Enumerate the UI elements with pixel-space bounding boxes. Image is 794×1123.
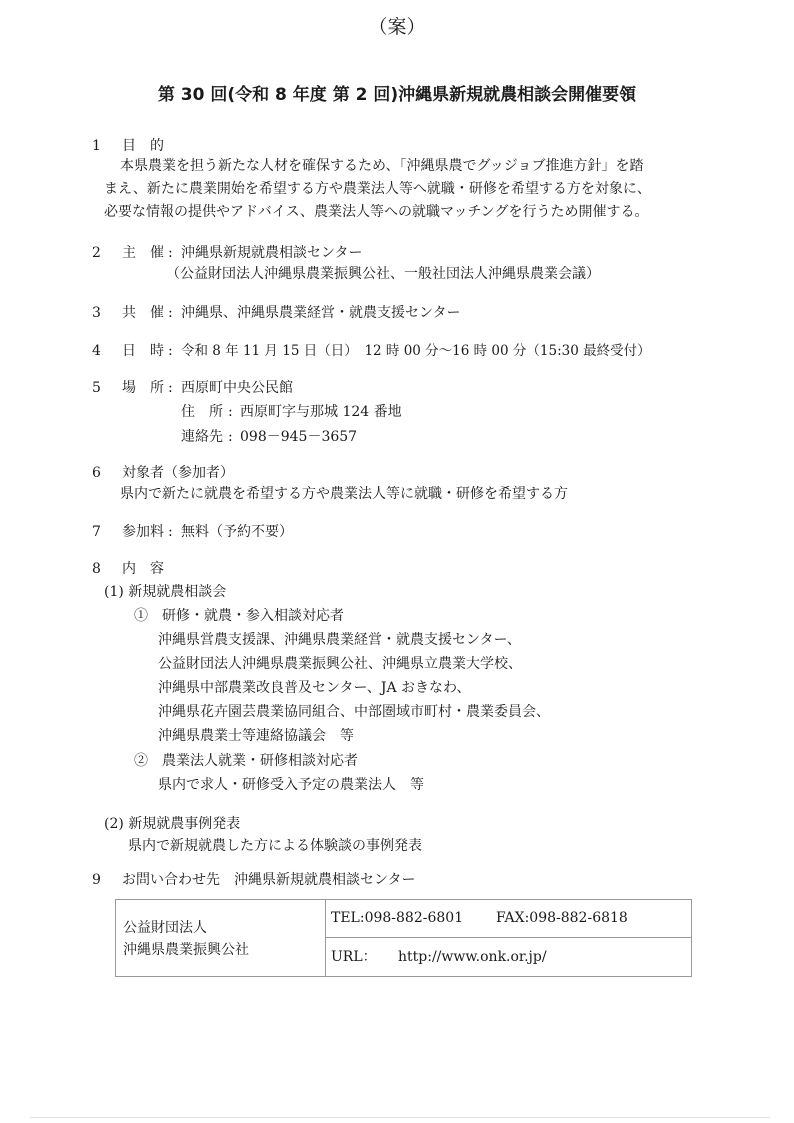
contact-org-line-2: 沖縄県農業振興公社: [123, 942, 249, 958]
venue-address-label: 住 所: [181, 404, 223, 420]
venue-phone: 098－945－3657: [240, 429, 358, 445]
target-value: 県内で新たに就農を希望する方や農業法人等に就職・研修を希望する方: [120, 486, 568, 502]
section-7-heading: 参加料: [122, 524, 164, 540]
contact-url-cell: [326, 938, 691, 976]
section-9-number: 9: [92, 872, 101, 888]
content-item1-line: 沖縄県営農支援課、沖縄県農業経営・就農支援センター、: [158, 632, 521, 648]
contact-organization-cell: [116, 900, 326, 976]
venue-phone-label: 連絡先: [181, 429, 223, 445]
content-sub2-line: 県内で新規就農した方による体験談の事例発表: [128, 838, 422, 854]
section-8-number: 8: [92, 561, 101, 577]
section-5-heading: 場 所: [122, 380, 164, 396]
section-1-number: 1: [92, 138, 101, 154]
section-8-heading: 内 容: [122, 561, 164, 577]
section-6-heading: 対象者（参加者）: [122, 465, 234, 481]
content-item1-line: 沖縄県農業士等連絡協議会 等: [158, 728, 354, 744]
venue-address: 西原町字与那城 124 番地: [240, 404, 402, 420]
fee-value: 無料（予約不要）: [181, 524, 293, 540]
co-organizer-value: 沖縄県、沖縄県農業経営・就農支援センター: [181, 305, 461, 321]
colon: :: [168, 380, 173, 396]
section-6-number: 6: [92, 465, 101, 481]
colon: :: [168, 305, 173, 321]
content-item1-label: ① 研修・就農・参入相談対応者: [134, 608, 344, 624]
purpose-line-2: まえ、新たに農業開始を希望する方や農業法人等へ就職・研修を希望する方を対象に、: [104, 181, 651, 197]
colon: :: [168, 343, 173, 359]
venue-value: 西原町中央公民館: [181, 380, 293, 396]
contact-phone-cell: [326, 900, 691, 938]
section-3-number: 3: [92, 305, 101, 321]
page-bottom-edge: [30, 1117, 770, 1118]
content-item2-line: 県内で求人・研修受入予定の農業法人 等: [158, 777, 424, 793]
colon: :: [168, 245, 173, 261]
contact-org-line-1: 公益財団法人: [123, 920, 207, 936]
content-item1-line: 沖縄県中部農業改良普及センター、JA おきなわ、: [158, 680, 471, 696]
content-sub1-label: (1) 新規就農相談会: [104, 584, 227, 600]
document-title: 第 30 回(令和 8 年度 第 2 回)沖縄県新規就農相談会開催要領: [157, 85, 637, 105]
purpose-line-1: 本県農業を担う新たな人材を確保するため、「沖縄県農でグッジョブ推進方針」を踏: [120, 158, 644, 174]
section-3-heading: 共 催: [122, 305, 164, 321]
contact-fax: FAX:098-882-6818: [496, 910, 628, 926]
content-item1-line: 公益財団法人沖縄県農業振興公社、沖縄県立農業大学校、: [158, 656, 522, 672]
section-9-heading: お問い合わせ先 沖縄県新規就農相談センター: [122, 872, 416, 888]
section-1-heading: 目 的: [122, 138, 164, 154]
section-4-number: 4: [92, 343, 101, 359]
colon: :: [168, 524, 173, 540]
purpose-line-3: 必要な情報の提供やアドバイス、農業法人等への就職マッチングを行うため開催する。: [104, 204, 649, 220]
content-item2-label: ② 農業法人就業・研修相談対応者: [134, 753, 358, 769]
contact-url-label: URL：: [331, 949, 377, 965]
section-5-number: 5: [92, 380, 101, 396]
section-4-heading: 日 時: [122, 343, 164, 359]
content-sub2-label: (2) 新規就農事例発表: [104, 816, 241, 832]
contact-tel: TEL:098-882-6801: [331, 910, 464, 926]
colon: :: [228, 429, 233, 445]
datetime-value: 令和 8 年 11 月 15 日（日） 12 時 00 分～16 時 00 分（15:30 最終受付）: [181, 343, 651, 359]
content-item1-line: 沖縄県花卉園芸農業協同組合、中部圏域市町村・農業委員会、: [158, 704, 550, 720]
draft-mark: （案）: [368, 16, 426, 38]
organizer-sub: （公益財団法人沖縄県農業振興公社、一般社団法人沖縄県農業会議）: [166, 266, 600, 282]
colon: :: [228, 404, 233, 420]
section-2-heading: 主 催: [122, 245, 164, 261]
contact-url-link[interactable]: http://www.onk.or.jp/: [398, 949, 547, 965]
organizer-value: 沖縄県新規就農相談センター: [181, 245, 363, 261]
contact-table: [115, 899, 692, 977]
section-7-number: 7: [92, 524, 101, 540]
section-2-number: 2: [92, 245, 101, 261]
